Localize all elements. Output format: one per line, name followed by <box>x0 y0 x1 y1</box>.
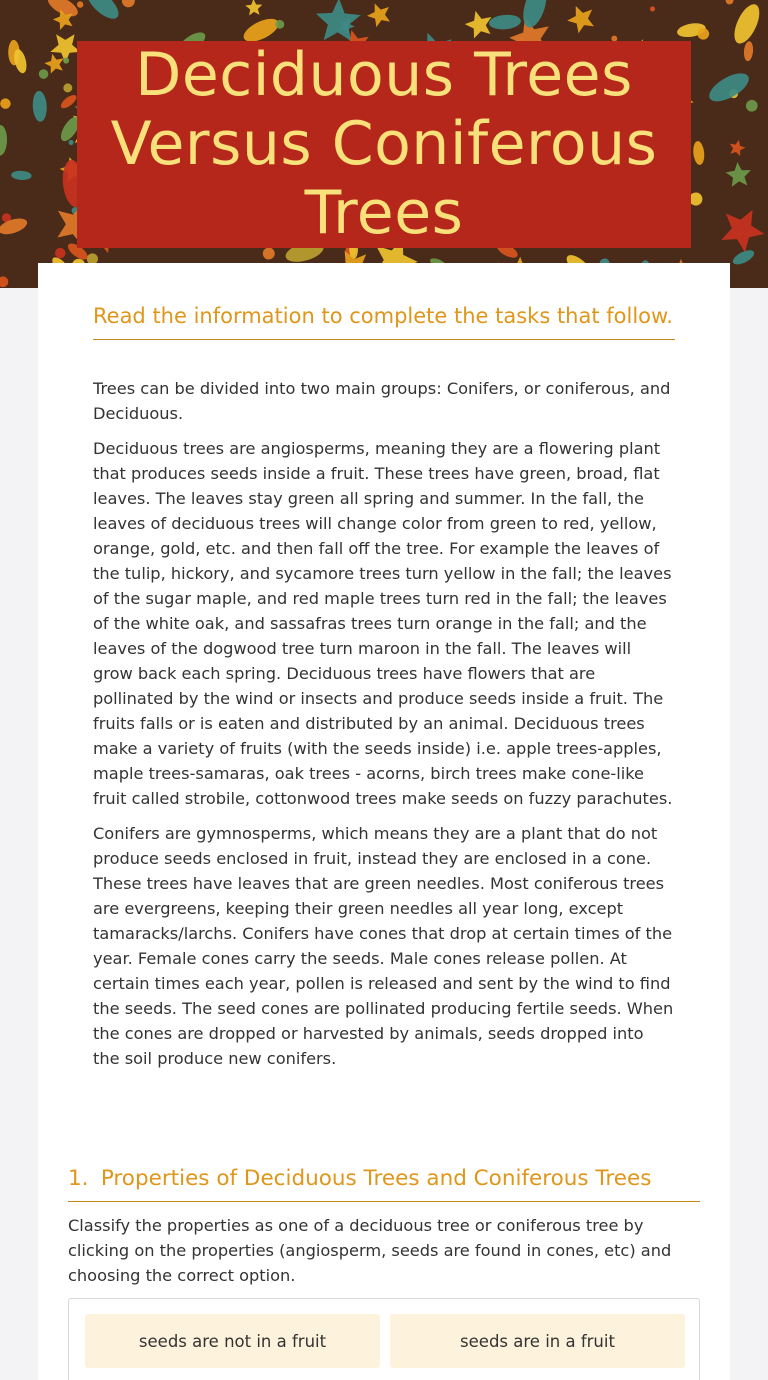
berry <box>38 68 49 79</box>
leaf-oval <box>82 0 123 24</box>
paragraph-conifers: Conifers are gymnosperms, which means they are a plant that do not produce seeds enclosed in fruit, instead they are enclosed in a cone. These trees have leaves that are green needles. Most coniferous trees are evergreens, keeping their green needles all year long, except tamaracks/larchs. Conifers have cones that drop at certain times of the year. Female cones carry the seeds. Male cones release pollen. At certain times each year, pollen is released and sent by the wind to find the seeds. The seed cones are pollinated producing fertile seeds. When the cones are dropped or harvested by animals, seeds dropped into the soil produce new conifers. <box>93 824 674 1068</box>
paragraph-deciduous: Deciduous trees are angiosperms, meaning they are a flowering plant that produces seeds inside a fruit. These trees have green, broad, flat leaves. The leaves stay green all spring and summer. In the fall, the leaves of deciduous trees will change color from green to red, yellow, orange, gold, etc. and then fall off the tree. For example the leaves of the tulip, hickory, and sycamore trees turn yellow in the fall; the leaves of the sugar maple, and red maple trees turn red in the fall; the leaves of the white oak, and sassafras trees turn orange in the fall; and the leaves of the dogwood tree turn maroon in the fall. The leaves will grow back each spring. Deciduous trees have flowers that are pollinated by the wind or insects and produce seeds inside a fruit. The fruits falls or is eaten and distributed by an animal. Deciduous trees make a variety of fruits (with the seeds inside) i.e. apple trees-apples, maple trees-samaras, oak trees - acorns, birch trees make cone-like fruit called strobile, cottonwood trees make seeds on fuzzy parachutes. <box>93 439 673 808</box>
leaf-oval <box>59 93 79 111</box>
berry <box>62 82 74 94</box>
question-title: Properties of Deciduous Trees and Coniferous Trees <box>100 1166 652 1191</box>
option-seeds-not-in-fruit[interactable]: seeds are not in a fruit <box>85 1314 380 1368</box>
leaf-oval <box>692 141 705 166</box>
leaf-oval <box>731 247 757 267</box>
berry <box>68 139 75 146</box>
berry <box>649 6 656 13</box>
leaf-oval <box>11 170 32 180</box>
question-1-description: Classify the properties as one of a deciduous tree or coniferous tree by clicking on the properties (angiosperm, seeds are found in cones, etc) and choosing the correct option. <box>68 1216 672 1285</box>
page-title: Deciduous Trees Versus Coniferous Trees <box>110 40 658 248</box>
leaf-oval <box>729 1 764 48</box>
reading-instruction: Read the information to complete the tasks that follow. <box>93 303 675 340</box>
leaf-maple <box>725 138 747 160</box>
leaf-maple <box>721 160 755 194</box>
question-1-heading <box>68 1164 700 1202</box>
berry <box>0 97 12 110</box>
berry <box>262 247 275 260</box>
berry <box>77 1 84 8</box>
leaf-oval <box>705 68 753 107</box>
berry <box>724 0 734 6</box>
paragraph-intro: Trees can be divided into two main groups: Conifers, or coniferous, and Deciduous. <box>93 379 671 423</box>
title-box <box>77 41 691 248</box>
option-seeds-in-fruit[interactable]: seeds are in a fruit <box>390 1314 685 1368</box>
leaf-oval <box>488 14 521 31</box>
leaf-oval <box>519 0 551 30</box>
leaf-maple <box>718 209 767 256</box>
leaf-oval <box>0 125 7 156</box>
leaf-oval <box>32 90 48 122</box>
leaf-maple <box>366 2 390 27</box>
reading-passage <box>93 376 675 1081</box>
berry <box>0 276 8 287</box>
berry <box>744 98 760 114</box>
leaf-oval <box>743 41 754 62</box>
leaf-maple <box>565 5 597 36</box>
leaf-maple <box>245 0 263 16</box>
classify-options-panel <box>68 1298 700 1380</box>
question-number: 1. <box>68 1166 89 1191</box>
berry <box>122 0 135 8</box>
